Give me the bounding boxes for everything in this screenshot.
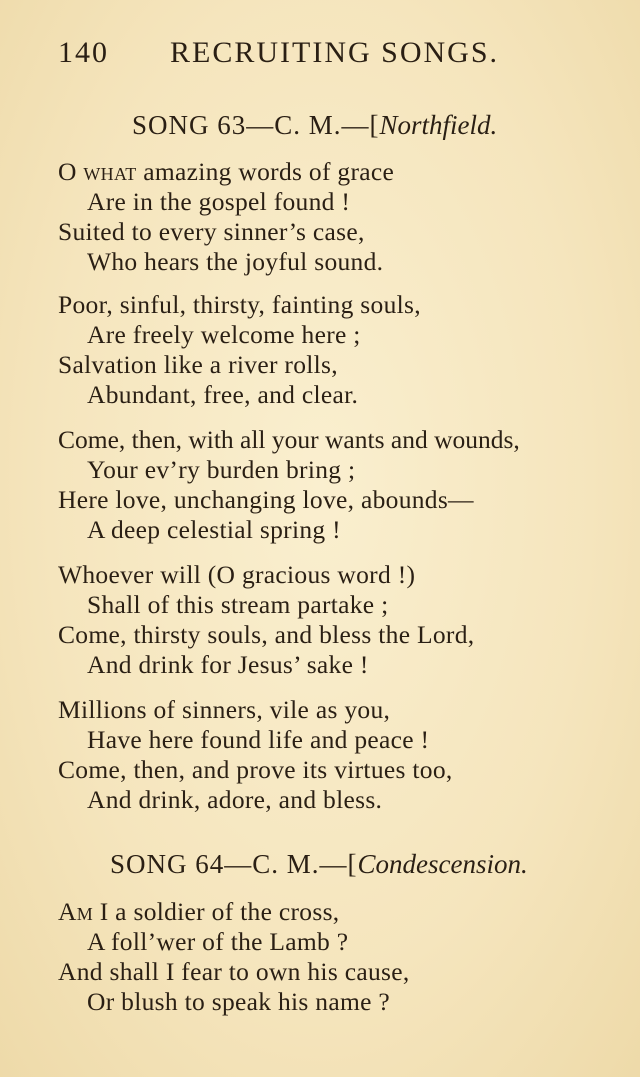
song-63-line-19: Come, then, and prove its virtues too, (58, 755, 453, 784)
song-63-line-15: Come, thirsty souls, and bless the Lord, (58, 620, 475, 649)
song-64-line-1: Am I a soldier of the cross, (58, 897, 340, 926)
song-63-line-14: Shall of this stream partake ; (87, 590, 389, 619)
song-63-line-11: Here love, unchanging love, abounds— (58, 485, 474, 514)
song-63-line-1: O what amazing words of grace (58, 157, 395, 186)
song-63-line-9: Come, then, with all your wants and wounds, (58, 425, 520, 454)
song-64-tune: Condescension. (357, 849, 528, 879)
song-64-line-2: A foll’wer of the Lamb ? (87, 927, 349, 956)
song-63-line-6: Are freely welcome here ; (87, 320, 361, 349)
song-64-heading (110, 849, 528, 880)
song-63-first-word: O what (58, 157, 137, 186)
song-63-line-4: Who hears the joyful sound. (87, 247, 384, 276)
song-63-number: SONG 63—C. M.—[ (132, 110, 380, 140)
song-63-line-12: A deep celestial spring ! (87, 515, 341, 544)
song-64-line-3: And shall I fear to own his cause, (58, 957, 410, 986)
song-63-line-8: Abundant, free, and clear. (87, 380, 359, 409)
page-number: 140 (58, 36, 109, 69)
song-64-line-4: Or blush to speak his name ? (87, 987, 391, 1016)
song-63-line-10: Your ev’ry burden bring ; (87, 455, 356, 484)
song-64-first-word: Am (58, 897, 94, 926)
song-63-heading (132, 110, 497, 141)
song-63-tune: Northfield. (379, 110, 498, 140)
song-63-line-17: Millions of sinners, vile as you, (58, 695, 391, 724)
song-63-line-18: Have here found life and peace ! (87, 725, 430, 754)
song-63-line-16: And drink for Jesus’ sake ! (87, 650, 369, 679)
song-63-line-5: Poor, sinful, thirsty, fainting souls, (58, 290, 421, 319)
song-63-line-2: Are in the gospel found ! (87, 187, 351, 216)
song-63-line-7: Salvation like a river rolls, (58, 350, 338, 379)
running-title: RECRUITING SONGS. (170, 36, 500, 69)
song-64-number: SONG 64—C. M.—[ (110, 849, 358, 879)
page-header (58, 36, 598, 72)
song-63-line-13: Whoever will (O gracious word !) (58, 560, 416, 589)
song-63-line-3: Suited to every sinner’s case, (58, 217, 365, 246)
song-63-line-20: And drink, adore, and bless. (87, 785, 383, 814)
